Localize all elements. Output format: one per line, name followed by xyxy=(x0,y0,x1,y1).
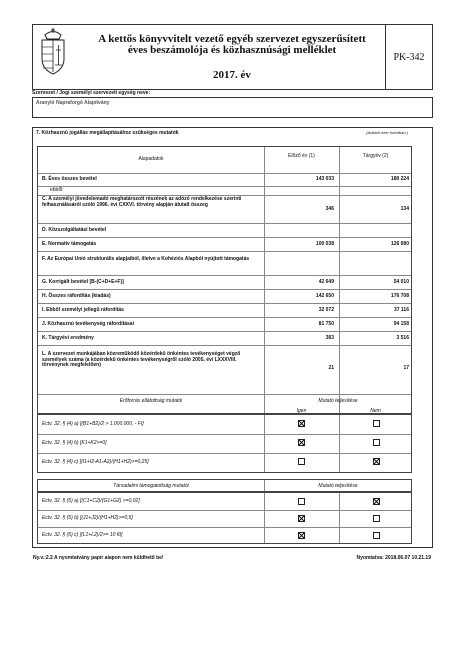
resource-section-title: Erőforrás ellátottság mutatói xyxy=(119,398,183,404)
row-label-of-which: ebből: xyxy=(50,187,64,193)
indicators-section xyxy=(32,127,433,548)
resource-yes-header: Igen xyxy=(296,408,307,414)
resource-1-yes-checkbox[interactable] xyxy=(298,420,305,427)
row-curr-e: 126 080 xyxy=(390,241,409,247)
row-curr-j: 94 158 xyxy=(393,321,409,327)
resource-3-yes-checkbox[interactable] xyxy=(298,458,305,465)
form-code: PK-342 xyxy=(385,25,432,89)
col-header-base: Alapadatok xyxy=(138,156,164,162)
resource-1-no-checkbox[interactable] xyxy=(373,420,380,427)
section-title: 7. Közhasznú jogállás megállapításához szükséges mutatók xyxy=(36,130,179,136)
social-2-yes-checkbox[interactable] xyxy=(298,515,305,522)
row-label-i: I. Ebből személyi jellegű ráfordítás xyxy=(42,307,124,313)
row-prev-k: 383 xyxy=(325,335,334,341)
row-curr-h: 176 708 xyxy=(390,293,409,299)
resource-2-yes-checkbox[interactable] xyxy=(298,439,305,446)
row-label-g: G. Korrigált bevétel [B-(C+D+E+F)] xyxy=(42,279,124,285)
social-indicator-table xyxy=(37,492,412,544)
form-title-line2: éves beszámolója és közhasznúsági melléklet xyxy=(127,44,337,56)
social-section-title: Társadalmi támogatottság mutatói xyxy=(113,483,189,489)
row-prev-g: 42 649 xyxy=(318,279,334,285)
resource-3-no-checkbox[interactable] xyxy=(373,458,380,465)
hungarian-coat-of-arms-icon xyxy=(35,27,71,87)
org-name-label: Szervezet / Jogi személyi szervezeti egység neve: xyxy=(32,90,151,96)
resource-label-2: Ectv. 32. § (4) b) [K1+K2>=0] xyxy=(42,440,107,446)
resource-label-1: Ectv. 32. § (4) a) [(B1+B2)/2 > 1.000.000, - Ft] xyxy=(42,421,144,427)
row-prev-b: 143 033 xyxy=(315,176,334,182)
row-curr-b: 180 224 xyxy=(390,176,409,182)
form-header xyxy=(32,24,433,90)
resource-col-title: Mutató teljesítése xyxy=(318,398,358,404)
resource-2-no-checkbox[interactable] xyxy=(373,439,380,446)
social-1-yes-checkbox[interactable] xyxy=(298,498,305,505)
form-year: 2017. év xyxy=(213,69,251,81)
row-label-j: J. Közhasznú tevékenység ráfordításai xyxy=(42,321,134,327)
social-3-yes-checkbox[interactable] xyxy=(298,532,305,539)
social-label-2: Ectv. 32. § (5) b) [(J1+J2)/(H1+H2)>=0,5] xyxy=(42,515,133,521)
row-curr-i: 37 116 xyxy=(393,307,409,313)
social-label-3: Ectv. 32. § (5) c) [(L1+L2)/2>= 10 fő] xyxy=(42,532,123,538)
row-prev-j: 81 750 xyxy=(318,321,334,327)
row-prev-h: 142 650 xyxy=(315,293,334,299)
row-prev-c: 346 xyxy=(325,206,334,212)
row-label-c: C. A személyi jövedelemadó meghatározott részének az adózó rendelkezése szerinti felhasználásáról szóló 1996. évi CXXVI. törvény alapján átutalt összeg xyxy=(42,196,242,208)
row-prev-l: 21 xyxy=(328,365,334,371)
org-name-value: Aranyló Napraforgó Alapítvány xyxy=(36,100,110,106)
row-label-f: F. Az Európai Unió strukturális alapjaiból, illetve a Kohéziós Alapból nyújtott támogatás xyxy=(42,256,250,262)
row-prev-e: 100 038 xyxy=(315,241,334,247)
row-label-d: D. Közszolgáltatási bevétel xyxy=(42,227,107,233)
print-timestamp: Nyomtatva: 2018.06.07 10.21.19 xyxy=(356,555,431,561)
row-curr-g: 54 010 xyxy=(393,279,409,285)
row-curr-k: 3 516 xyxy=(396,335,409,341)
social-col-title: Mutató teljesítése xyxy=(318,483,358,489)
resource-no-header: Nem xyxy=(370,408,381,414)
row-curr-c: 134 xyxy=(400,206,409,212)
row-prev-i: 32 072 xyxy=(318,307,334,313)
footer-note: Ny.v.:2.2 A nyomtatvány papír alapon nem küldhető be! xyxy=(33,555,164,561)
social-label-1: Ectv. 32. § (5) a) [(C1+C2)/(G1+G2) >=0,02] xyxy=(42,498,140,504)
social-2-no-checkbox[interactable] xyxy=(373,515,380,522)
social-1-no-checkbox[interactable] xyxy=(373,498,380,505)
row-label-b: B. Éves összes bevétel xyxy=(42,176,97,182)
social-3-no-checkbox[interactable] xyxy=(373,532,380,539)
col-header-prev: Előző év (1) xyxy=(288,153,315,159)
org-name-field xyxy=(32,97,433,118)
form-title-line1: A kettős könyvvitelt vezető egyéb szervezet egyszerűsített xyxy=(98,33,366,45)
row-label-l: L. A szervezet munkájában közreműködő közérdekű önkéntes tevékenységet végző személyek száma (a közérdekű önkéntes tevékenységről szóló 2005. évi LXXXVIII. törvénynek megfelelően) xyxy=(42,351,241,368)
resource-label-3: Ectv. 32. § (4) c) [(I1+I2-A1-A2)/(H1+H2)>=0,25] xyxy=(42,459,149,465)
base-data-table xyxy=(37,146,412,414)
social-header-table xyxy=(37,479,412,492)
row-curr-l: 17 xyxy=(403,365,409,371)
row-label-k: K. Tárgyévi eredmény xyxy=(42,335,94,341)
col-header-curr: Tárgyév (2) xyxy=(362,153,389,159)
row-label-e: E. Normatív támogatás xyxy=(42,241,97,247)
unit-note: (Adatok ezer forintban.) xyxy=(366,130,408,135)
resource-indicator-table xyxy=(37,414,412,473)
row-label-h: H. Összes ráfordítás (kiadás) xyxy=(42,293,111,299)
